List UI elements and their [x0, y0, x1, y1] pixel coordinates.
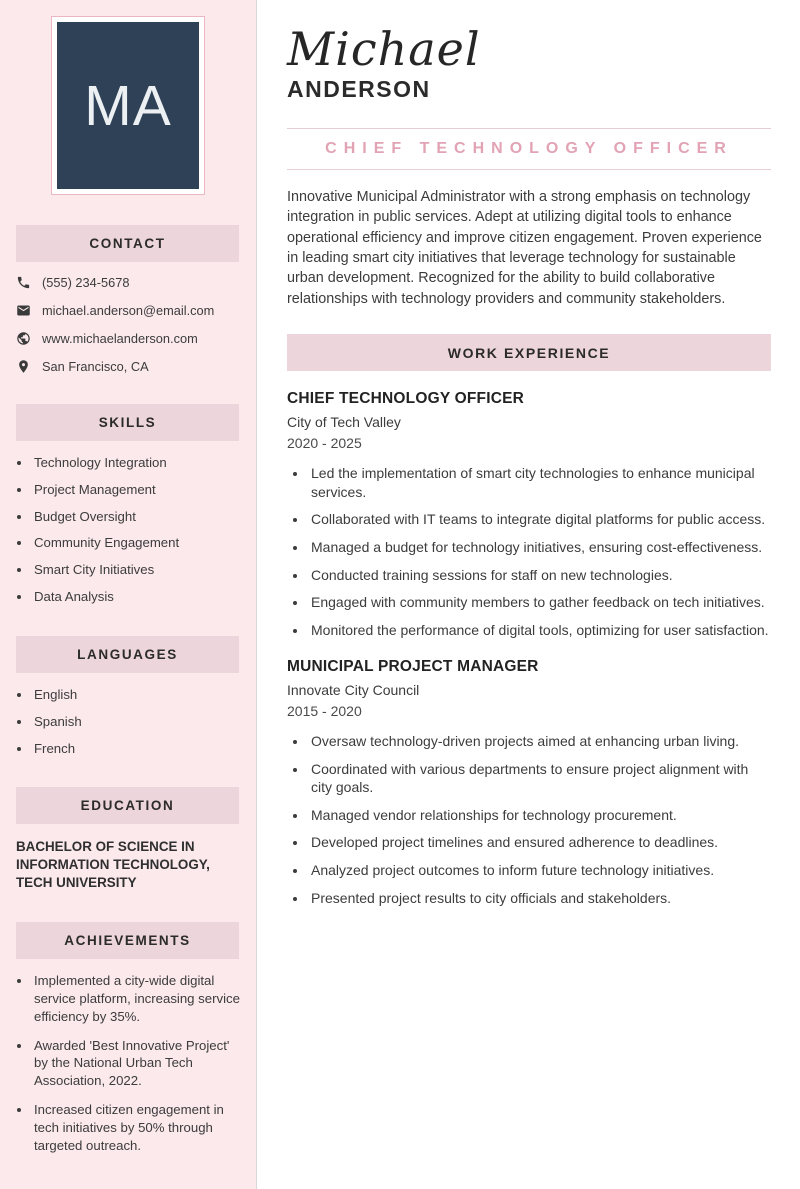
languages-section [0, 636, 256, 757]
achievements-list [32, 972, 240, 1154]
main-content [257, 0, 800, 1189]
languages-list [32, 686, 240, 757]
education-section-title: EDUCATION [80, 798, 175, 814]
job-bullet: • Led the implementation of smart city technologies to enhance municipal services. [308, 464, 771, 500]
avatar [51, 16, 205, 195]
work-experience-title: WORK EXPERIENCE [447, 344, 611, 361]
achievements-section [0, 922, 256, 1154]
job-entry [287, 390, 771, 639]
globe-icon [16, 331, 31, 346]
contact-item [16, 359, 240, 374]
job-dates: 2015 - 2020 [287, 703, 362, 720]
job-bullet: • Managed vendor relationships for technology procurement. [308, 806, 771, 824]
job-company: City of Tech Valley [287, 414, 401, 431]
job-bullet: • Managed a budget for technology initiatives, ensuring cost-effectiveness. [308, 538, 771, 556]
contact-list [0, 262, 256, 374]
contact-section-header [16, 225, 239, 262]
skill-item: • Community Engagement [32, 534, 240, 552]
skill-item: • Technology Integration [32, 454, 240, 472]
education-degree: BACHELOR OF SCIENCE IN INFORMATION TECHNOLOGY, TECH UNIVERSITY [16, 839, 210, 891]
skill-item: • Budget Oversight [32, 508, 240, 526]
last-name: ANDERSON [287, 75, 431, 102]
contact-item-text: michael.anderson@email.com [42, 303, 215, 318]
work-experience-header [287, 334, 771, 371]
location-icon [16, 359, 31, 374]
name-header [287, 24, 771, 103]
contact-item [16, 303, 240, 318]
job-entry [287, 658, 771, 907]
skill-item: • Smart City Initiatives [32, 561, 240, 579]
skills-section-title: SKILLS [98, 415, 157, 430]
headline-divider-bottom [287, 169, 771, 170]
job-bullet: • Collaborated with IT teams to integrate digital platforms for public access. [308, 510, 771, 528]
contact-item [16, 275, 240, 290]
email-icon [16, 303, 31, 318]
job-company: Innovate City Council [287, 682, 420, 699]
job-bullet: • Monitored the performance of digital tools, optimizing for user satisfaction. [308, 621, 771, 639]
language-item: • French [32, 740, 240, 758]
sidebar [0, 0, 257, 1189]
achievement-item: • Implemented a city-wide digital service platform, increasing service efficiency by 35%. [32, 972, 240, 1025]
headline-job-title: CHIEF TECHNOLOGY OFFICER [325, 139, 733, 157]
skills-section [0, 404, 256, 606]
job-dates: 2020 - 2025 [287, 435, 362, 452]
job-title: CHIEF TECHNOLOGY OFFICER [287, 390, 525, 408]
education-section [0, 787, 256, 892]
job-bullet: • Coordinated with various departments to ensure project alignment with city goals. [308, 760, 771, 796]
summary-paragraph: Innovative Municipal Administrator with a strong emphasis on technology integration in public services. Adept at utilizing digital tools to enhance operational efficiency and improve citizen engagement. Proven experience in leading smart city initiatives that leverage technology for sustainable urban development. Recognized for the ability to build collaborative relationships with technology providers and community stakeholders. [287, 188, 762, 307]
phone-icon [16, 275, 31, 290]
achievement-item: • Awarded 'Best Innovative Project' by the National Urban Tech Association, 2022. [32, 1037, 240, 1090]
job-bullet: • Conducted training sessions for staff on new technologies. [308, 566, 771, 584]
contact-section [0, 225, 256, 374]
skill-item: • Data Analysis [32, 588, 240, 606]
languages-section-title: LANGUAGES [77, 646, 178, 662]
job-bullet: • Oversaw technology-driven projects aimed at enhancing urban living. [308, 732, 771, 750]
job-title: MUNICIPAL PROJECT MANAGER [287, 658, 539, 676]
achievements-section-header [16, 922, 239, 959]
avatar-initials: MA [84, 73, 172, 138]
achievement-item: • Increased citizen engagement in tech initiatives by 50% through targeted outreach. [32, 1101, 240, 1154]
first-name: Michael [287, 22, 481, 76]
contact-item [16, 331, 240, 346]
language-item: • Spanish [32, 713, 240, 731]
language-item: • English [32, 686, 240, 704]
languages-section-header [16, 636, 239, 673]
job-bullets [308, 464, 771, 639]
skills-list [32, 454, 240, 606]
job-bullet: • Analyzed project outcomes to inform future technology initiatives. [308, 861, 771, 879]
contact-item-text: www.michaelanderson.com [42, 331, 198, 346]
job-bullet: • Engaged with community members to gather feedback on tech initiatives. [308, 593, 771, 611]
jobs-list [287, 390, 771, 907]
job-bullets [308, 732, 771, 907]
skills-section-header [16, 404, 239, 441]
contact-section-title: CONTACT [89, 236, 166, 251]
contact-item-text: San Francisco, CA [42, 359, 149, 374]
achievements-section-title: ACHIEVEMENTS [64, 933, 191, 949]
avatar-box [57, 22, 199, 189]
job-bullet: • Developed project timelines and ensured adherence to deadlines. [308, 833, 771, 851]
job-bullet: • Presented project results to city officials and stakeholders. [308, 889, 771, 907]
skill-item: • Project Management [32, 481, 240, 499]
contact-item-text: (555) 234-5678 [42, 275, 130, 290]
education-section-header [16, 787, 239, 824]
